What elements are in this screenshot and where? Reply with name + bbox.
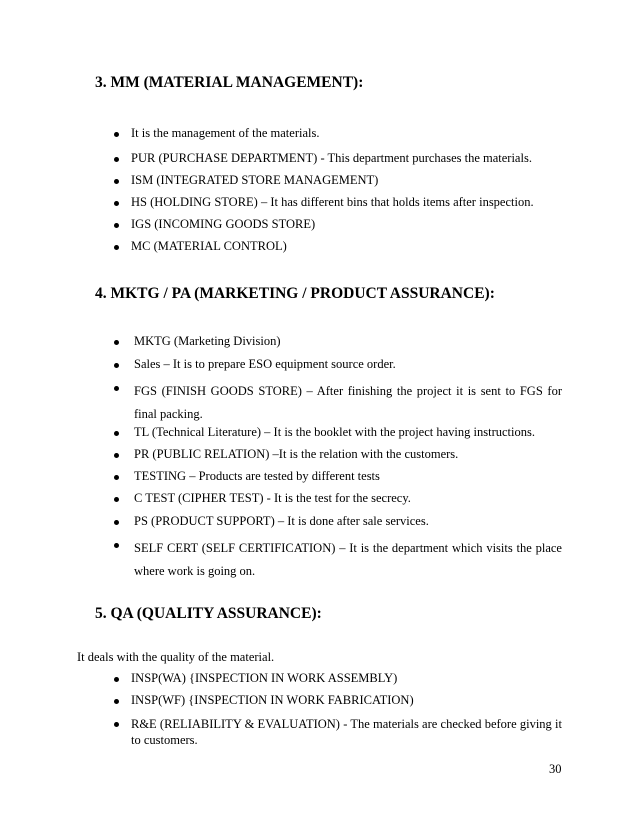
section-heading-mktg-pa: 4. MKTG / PA (MARKETING / PRODUCT ASSURANCE): [95, 285, 495, 302]
bullet-icon [114, 223, 119, 228]
bullet-icon [114, 386, 119, 391]
bullet-icon [114, 363, 119, 368]
bullet-icon [114, 453, 119, 458]
bullet-icon [114, 699, 119, 704]
document-page: 3. MM (MATERIAL MANAGEMENT): It is the management of the materials. PUR (PURCHASE DEPARTMENT) - This department purchases the materials. ISM (INTEGRATED STORE MANAGEMENT) HS (HOLDING STORE) – It has different bins that holds items after inspection. IGS (INCOMING GOODS STORE) MC (MATERIAL CONTROL) 4. MKTG / PA (MARKETING / PRODUCT ASSURANCE): MKTG (Marketing Division) Sales – It is to prepare ESO equipment source order. FGS (FINISH GOODS STORE) – After finishing the project it is sent to FGS for final packing. TL (Technical Literature) – It is the booklet with the project having instructions. PR (PUBLIC RELATION) –It is the relation with the customers. TESTING – Products are tested by different tests C TEST (CIPHER TEST) - It is the test for the secrecy. PS (PRODUCT SUPPORT) – It is done after sale services. SELF CERT (SELF CERTIFICATION) – It is the department which visits the place where work is going on. 5. QA (QUALITY ASSURANCE): It deals with the quality of the material. INSP(WA) {INSPECTION IN WORK ASSEMBLY) INSP(WF) {INSPECTION IN WORK FABRICATION) R&E (RELIABILITY & EVALUATION) - The materials are checked before giving it to customers. 30 [77, 74, 562, 776]
bullet-icon [114, 245, 119, 250]
page-number: 30 [549, 762, 562, 776]
bullet-icon [114, 677, 119, 682]
bullet-icon [114, 179, 119, 184]
section-intro: It deals with the quality of the material. [77, 650, 275, 664]
bullet-icon [114, 201, 119, 206]
bullet-icon [114, 132, 119, 137]
section-heading-qa: 5. QA (QUALITY ASSURANCE): [95, 605, 322, 622]
bullet-icon [114, 520, 119, 525]
bullet-icon [114, 157, 119, 162]
section-heading-mm: 3. MM (MATERIAL MANAGEMENT): [95, 74, 364, 91]
bullet-icon [114, 497, 119, 502]
bullet-icon [114, 722, 119, 727]
bullet-icon [114, 543, 119, 548]
bullet-icon [114, 475, 119, 480]
bullet-icon [114, 340, 119, 345]
bullet-icon [114, 431, 119, 436]
